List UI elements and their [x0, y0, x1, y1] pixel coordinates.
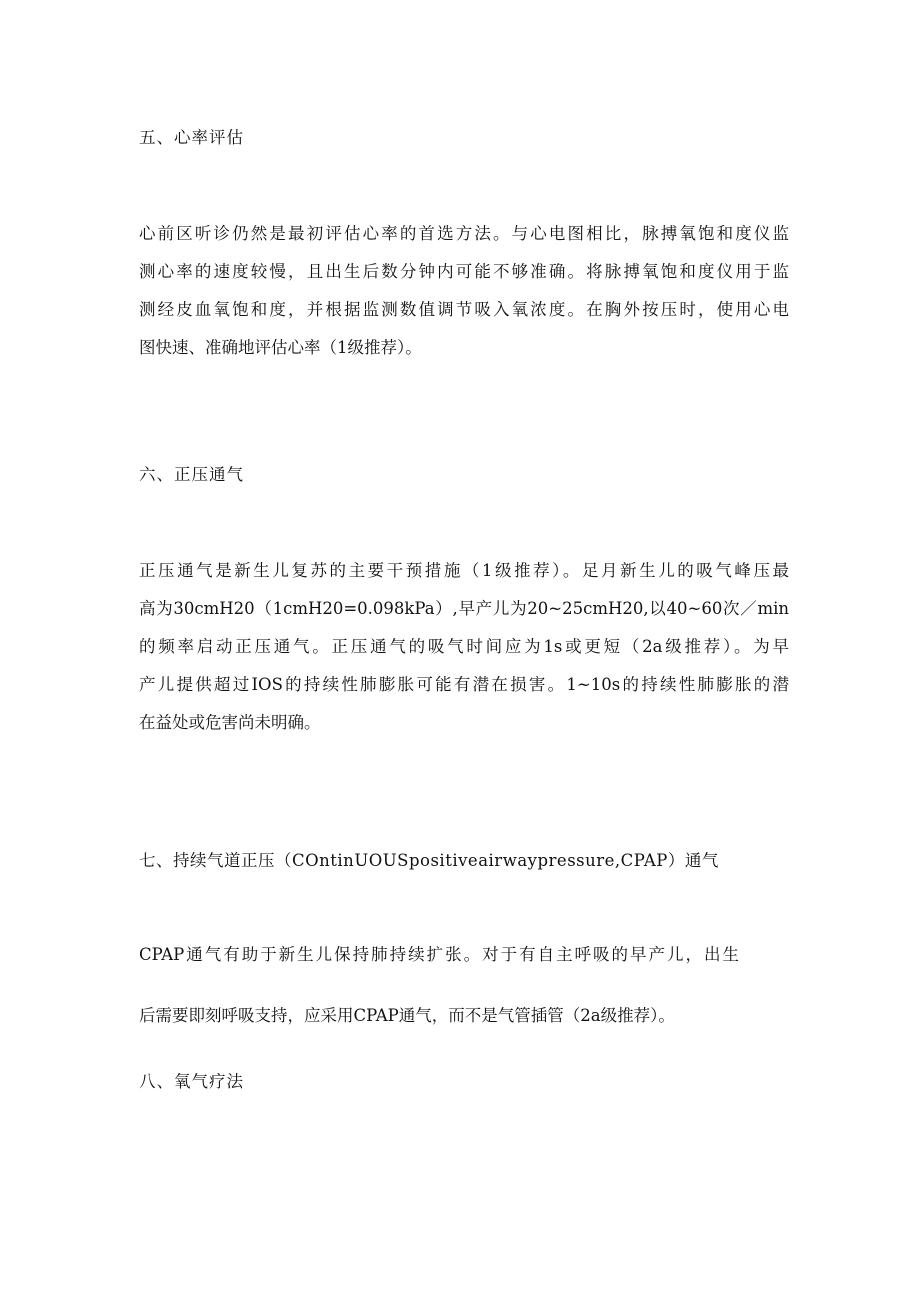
section-paragraph-positive-pressure-ventilation — [139, 552, 789, 742]
paragraph-line: 心前区听诊仍然是最初评估心率的首选方法。与心电图相比，脉搏氧饱和度仪监 — [139, 224, 789, 243]
paragraph-line: 测经皮血氧饱和度，并根据监测数值调节吸入氧浓度。在胸外按压时，使用心电 — [139, 300, 789, 319]
paragraph-line: CPAP通气有助于新生儿保持肺持续扩张。对于有自主呼吸的早产儿，出生 — [139, 945, 739, 964]
paragraph-line: 产儿提供超过IOS的持续性肺膨胀可能有潜在损害。1~10s的持续性肺膨胀的潜 — [139, 675, 789, 694]
section-heading-cpap: 七、持续气道正压（COntinUOUSpositiveairwaypressure,CPAP）通气 — [139, 851, 719, 870]
section-heading-oxygen-therapy: 八、氧气疗法 — [139, 1072, 244, 1091]
paragraph-line: 在益处或危害尚未明确。 — [139, 713, 321, 732]
section-heading-heart-rate: 五、心率评估 — [139, 128, 244, 147]
paragraph-line: 后需要即刻呼吸支持，应采用CPAP通气，而不是气管插管（2a级推荐）。 — [139, 1006, 675, 1025]
section-paragraph-cpap — [139, 936, 739, 1035]
paragraph-line: 高为30cmH20（1cmH20=0.098kPa）,早产儿为20~25cmH20,以40~60次／min — [139, 599, 789, 618]
paragraph-line: 的频率启动正压通气。正压通气的吸气时间应为1s或更短（2a级推荐）。为早 — [139, 637, 789, 656]
paragraph-line: 正压通气是新生儿复苏的主要干预措施（1级推荐）。足月新生儿的吸气峰压最 — [139, 561, 789, 580]
paragraph-line: 图快速、准确地评估心率（1级推荐）。 — [139, 338, 422, 357]
paragraph-line: 测心率的速度较慢，且出生后数分钟内可能不够准确。将脉搏氧饱和度仪用于监 — [139, 262, 789, 281]
section-heading-positive-pressure-ventilation: 六、正压通气 — [139, 465, 244, 484]
section-paragraph-heart-rate — [139, 215, 789, 367]
